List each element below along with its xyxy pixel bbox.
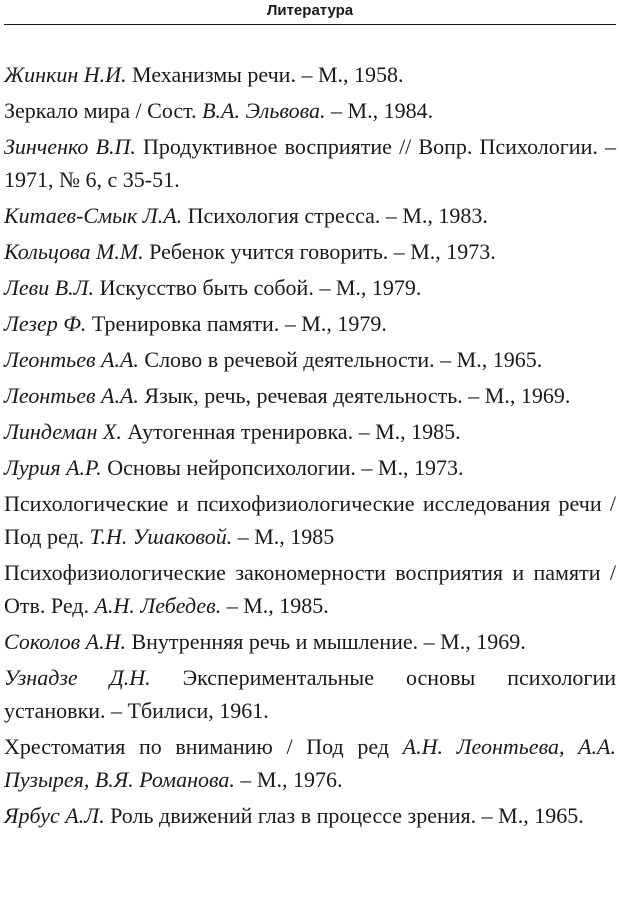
reference-text: – М., 1976.	[234, 767, 343, 792]
running-header	[4, 0, 616, 25]
reference-entry	[4, 343, 616, 376]
reference-list	[4, 58, 616, 835]
reference-entry	[4, 487, 616, 553]
reference-entry	[4, 661, 616, 727]
reference-author: Зинченко В.П.	[4, 134, 136, 159]
reference-entry	[4, 130, 616, 196]
reference-author: Лезер Ф.	[4, 311, 87, 336]
reference-author: Жинкин Н.И.	[4, 62, 127, 87]
reference-author: Леонтьев А.А.	[4, 383, 139, 408]
reference-entry	[4, 94, 616, 127]
reference-text: Психология стресса. – М., 1983.	[182, 203, 488, 228]
reference-author: Ярбус А.Л.	[4, 803, 105, 828]
reference-entry	[4, 556, 616, 622]
reference-entry	[4, 730, 616, 796]
reference-text: Хрестоматия по вниманию / Под ред	[4, 734, 403, 759]
reference-text: – М., 1985.	[221, 593, 329, 618]
reference-entry	[4, 235, 616, 268]
reference-entry	[4, 379, 616, 412]
reference-author: А.Н. Лебедев.	[94, 593, 222, 618]
reference-author: Лурия А.Р.	[4, 455, 102, 480]
reference-text: Тренировка памяти. – М., 1979.	[86, 311, 387, 336]
reference-text: Продуктивное восприятие // Вопр. Психологии. – 1971, № 6, с 35-51.	[4, 134, 616, 192]
reference-entry	[4, 199, 616, 232]
reference-text: Психологические и психофизиологические исследования речи / Под ред.	[4, 491, 616, 549]
reference-text: Механизмы речи. – М., 1958.	[126, 62, 404, 87]
page-title: Литература	[266, 2, 354, 19]
reference-text: Слово в речевой деятельности. – М., 1965.	[138, 347, 543, 372]
reference-text: – М., 1984.	[325, 98, 434, 123]
reference-text: Основы нейропсихологии. – М., 1973.	[101, 455, 464, 480]
reference-entry	[4, 58, 616, 91]
reference-entry	[4, 799, 616, 832]
reference-text: Зеркало мира / Сост.	[4, 98, 203, 123]
reference-text: Язык, речь, речевая деятельность. – М., 1969.	[138, 383, 571, 408]
reference-text: Аутогенная тренировка. – М., 1985.	[121, 419, 461, 444]
reference-author: А.Н. Леонтьева, А.А. Пузырея, В.Я. Романова.	[4, 734, 616, 792]
reference-author: Узнадзе Д.Н.	[4, 665, 151, 690]
reference-author: Леви В.Л.	[4, 275, 95, 300]
reference-author: Китаев-Смык Л.А.	[4, 203, 183, 228]
reference-text: Психофизиологические закономерности восприятия и памяти / Отв. Ред.	[4, 560, 616, 618]
reference-text: Экспериментальные основы психологии установки. – Тбилиси, 1961.	[4, 665, 616, 723]
reference-text: Искусство быть собой. – М., 1979.	[94, 275, 422, 300]
reference-author: Т.Н. Ушаковой.	[89, 524, 233, 549]
reference-text: Ребенок учится говорить. – М., 1973.	[143, 239, 496, 264]
reference-entry	[4, 451, 616, 484]
reference-text: Роль движений глаз в процессе зрения. – М., 1965.	[104, 803, 584, 828]
reference-entry	[4, 625, 616, 658]
reference-text: Внутренняя речь и мышление. – М., 1969.	[125, 629, 526, 654]
reference-author: Линдеман Х.	[4, 419, 122, 444]
reference-entry	[4, 415, 616, 448]
reference-entry	[4, 307, 616, 340]
reference-author: Кольцова М.М.	[4, 239, 144, 264]
reference-entry	[4, 271, 616, 304]
reference-author: Соколов А.Н.	[4, 629, 126, 654]
reference-text: – М., 1985	[232, 524, 335, 549]
reference-author: В.А. Эльвова.	[202, 98, 326, 123]
reference-author: Леонтьев А.А.	[4, 347, 139, 372]
